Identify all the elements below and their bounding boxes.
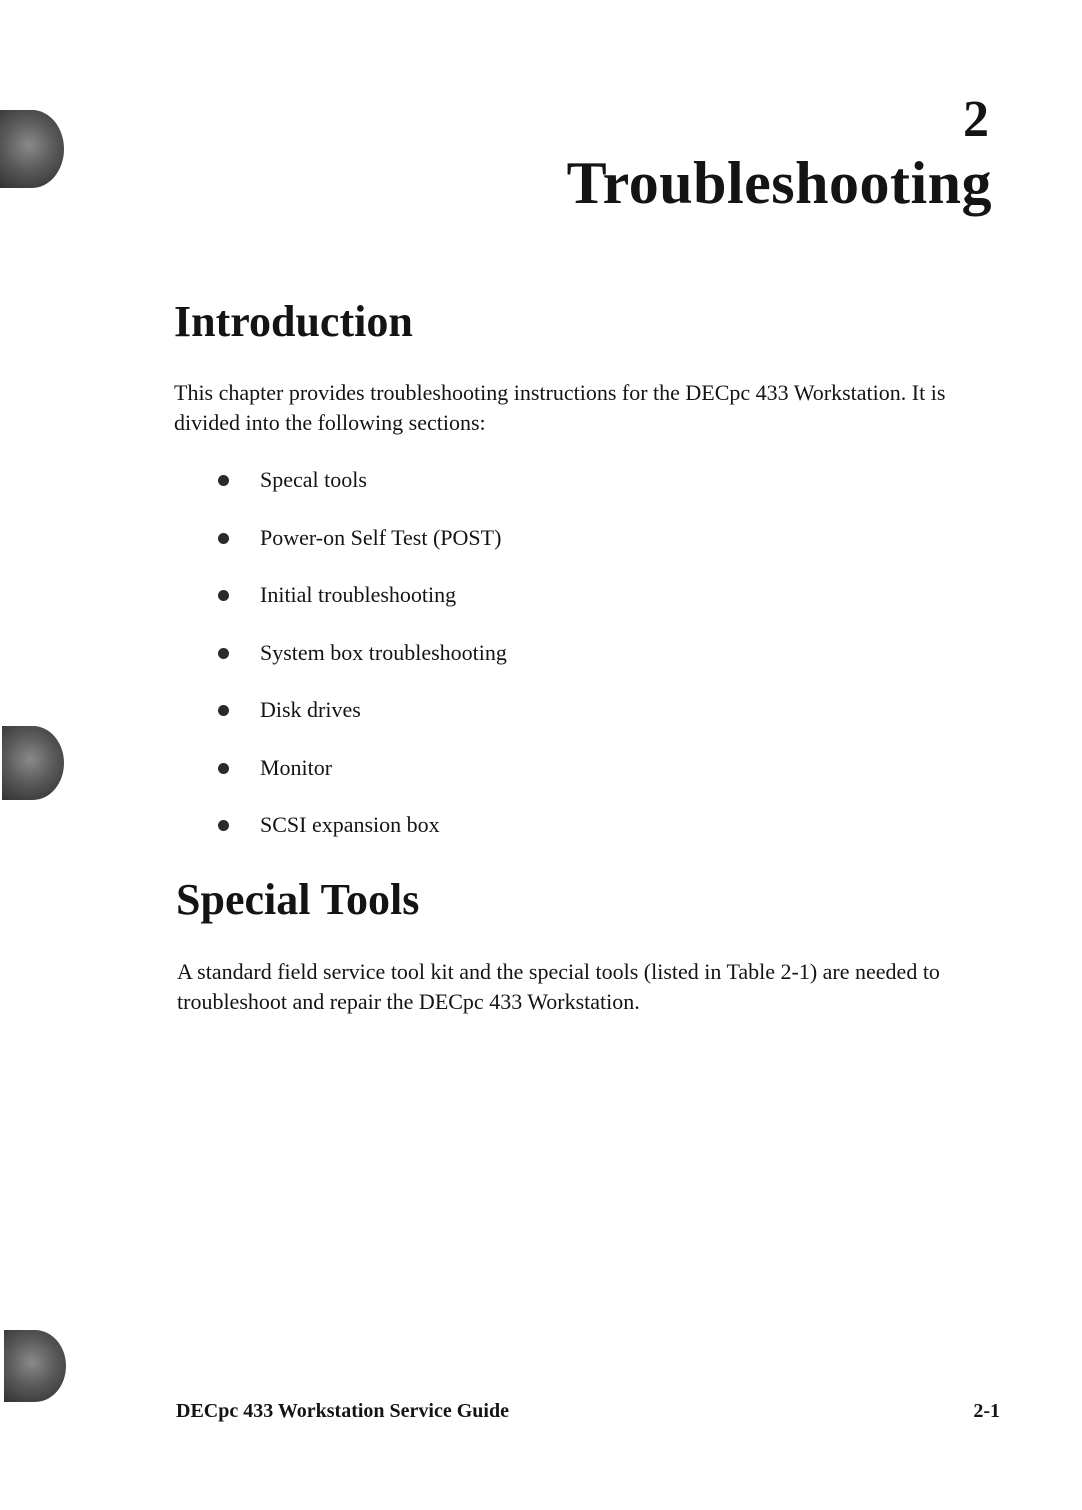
bullet-icon [218,820,229,831]
special-tools-heading: Special Tools [176,875,420,924]
introduction-heading: Introduction [174,297,413,346]
list-item [218,638,507,696]
list-item [218,695,507,753]
list-item [218,753,507,811]
bullet-icon [218,533,229,544]
bullet-icon [218,648,229,659]
introduction-paragraph: This chapter provides troubleshooting instructions for the DECpc 433 Workstation. It is divided into the following sections: [174,380,946,435]
chapter-title: Troubleshooting [566,150,992,216]
bullet-icon [218,705,229,716]
footer-page-number: 2-1 [973,1400,1000,1422]
list-item-label: Monitor [260,754,333,780]
bullet-icon [218,763,229,774]
footer-guide-title: DECpc 433 Workstation Service Guide [176,1400,509,1422]
special-tools-paragraph: A standard field service tool kit and the special tools (listed in Table 2-1) are needed to troubleshoot and repair the DECpc 433 Workstation. [177,959,940,1014]
list-item-label: Specal tools [260,467,367,492]
list-item-label: Power-on Self Test (POST) [260,524,502,550]
bullet-icon [218,590,229,601]
list-item [218,810,507,868]
chapter-number: 2 [963,91,989,148]
sections-list [218,465,507,868]
list-item-label: System box troubleshooting [260,639,507,665]
list-item-label: Initial troubleshooting [260,582,457,607]
punch-hole-middle [2,726,64,800]
punch-hole-bottom [4,1330,66,1402]
list-item [218,523,507,581]
list-item-label: SCSI expansion box [260,812,440,837]
punch-hole-top [0,110,64,188]
list-item [218,580,507,638]
bullet-icon [218,475,229,486]
list-item [218,465,507,523]
list-item-label: Disk drives [260,697,361,722]
